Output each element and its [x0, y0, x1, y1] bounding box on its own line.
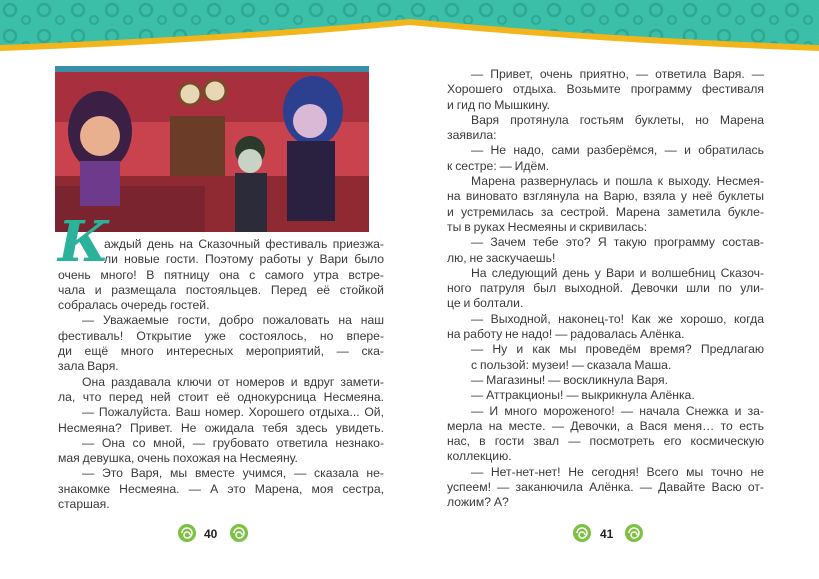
text-line: — Нет-нет-нет! Не сегодня! Всего мы точно не	[471, 464, 764, 479]
text-line: — Ну и как мы проведём время? Предлагаю	[471, 342, 764, 357]
text-line: — Она со мной, — грубовато ответила незнако-	[82, 435, 384, 450]
right-page-text	[447, 67, 764, 511]
text-line: нас, в гости звал — посмотреть его космическую	[447, 434, 764, 449]
text-line: Хорошего отдыха. Возьмите программу фестиваля	[447, 82, 764, 97]
page-number-left: 40	[204, 527, 218, 541]
text-line: — Пожалуйста. Ваш номер. Хорошего отдыха... Ой,	[82, 405, 384, 420]
text-line: чала и размещала постояльцев. Перед её стойкой	[58, 282, 384, 297]
text-line: с пользой: музеи! — сказала Маша.	[471, 357, 672, 372]
text-line: — Это Варя, мы вместе учимся, — сказала не-	[82, 466, 384, 481]
text-line: на работу не надо! — радовалась Алёнка.	[447, 327, 685, 342]
decorative-header-border	[0, 0, 819, 60]
text-line: мая девушка, очень похожая на Несмеяну.	[58, 451, 298, 466]
left-page-text	[58, 237, 384, 512]
text-line: успеем! — заканючила Алёнка. — Давайте Васю от-	[447, 480, 764, 495]
text-line: — Уважаемые гости, добро пожаловать на наш	[82, 313, 384, 328]
snail-icon	[177, 523, 197, 543]
illustration-reception-desk	[55, 66, 369, 232]
text-line: мерла на месте. — Девочки, а Вася меня… то есть	[447, 418, 764, 433]
text-line: знакомке Несмеяна. — А это Марена, моя сестра,	[58, 481, 384, 496]
text-line: очень много! В пятницу она с самого утра встре-	[58, 267, 384, 282]
text-line: ли новые гости. Поэтому работы у Вари было	[104, 252, 384, 267]
text-line: и гид по Мышкину.	[447, 97, 551, 112]
text-line: зала Варя.	[58, 359, 119, 374]
text-line: ложим? А?	[447, 495, 509, 510]
text-line: Варя протянула гостьям буклеты, но Марена	[471, 112, 764, 127]
text-line: — Аттракционы! — выкрикнула Алёнка.	[471, 388, 695, 403]
text-line: На следующий день у Вари и волшебниц Сказоч-	[471, 265, 764, 280]
text-line: фестиваль! Открытие уже состоялось, но впере-	[58, 328, 384, 343]
text-line: — Привет, очень приятно, — ответила Варя. —	[471, 67, 764, 81]
text-line: ного патруля был выходной. Девочки шли по ули-	[447, 281, 764, 296]
text-line: коллекцию.	[447, 449, 512, 464]
text-line: — И много мороженого! — начала Снежка и за-	[471, 403, 764, 418]
page-number-right: 41	[600, 527, 614, 541]
text-line: — Выходной, наконец-то! Как же хорошо, когда	[471, 311, 764, 326]
text-line: — Магазины! — воскликнула Варя.	[471, 372, 668, 387]
text-line: на виновато взглянула на Варю, взяла у неё буклеты	[447, 189, 764, 204]
snail-icon	[572, 523, 592, 543]
snail-icon	[624, 523, 644, 543]
text-line: и устремилась за сестрой. Марена заметила букле-	[447, 204, 764, 219]
text-line: ты в руках Несмеяны и скривилась:	[447, 219, 648, 234]
text-line: Она раздавала ключи от номеров и вдруг замети-	[82, 374, 384, 389]
text-line: лю, не заскучаешь!	[447, 250, 556, 265]
snail-icon	[229, 523, 249, 543]
text-line: ди ещё много интересных мероприятий, — ска-	[58, 344, 384, 359]
drop-cap: К	[58, 209, 109, 275]
text-line: ла, что перед ней стоит её однокурсница Несмеяна.	[58, 389, 384, 404]
text-line: к сестре: — Идём.	[447, 158, 550, 173]
text-line: — Зачем тебе это? Я такую программу состав-	[471, 235, 764, 250]
text-line: Несмеяна? Привет. Не ожидала тебя здесь увидеть.	[58, 420, 384, 435]
text-line: заявила:	[447, 128, 497, 143]
text-line: це и болтали.	[447, 296, 524, 311]
text-line: старшая.	[58, 497, 110, 512]
text-line: собралась очередь гостей.	[58, 298, 210, 313]
text-line: — Не надо, сами разберёмся, — и обратилась	[471, 143, 764, 158]
text-line: аждый день на Сказочный фестиваль приезжа-	[104, 237, 384, 251]
text-line: Марена развернулась и пошла к выходу. Несмея-	[471, 174, 764, 189]
